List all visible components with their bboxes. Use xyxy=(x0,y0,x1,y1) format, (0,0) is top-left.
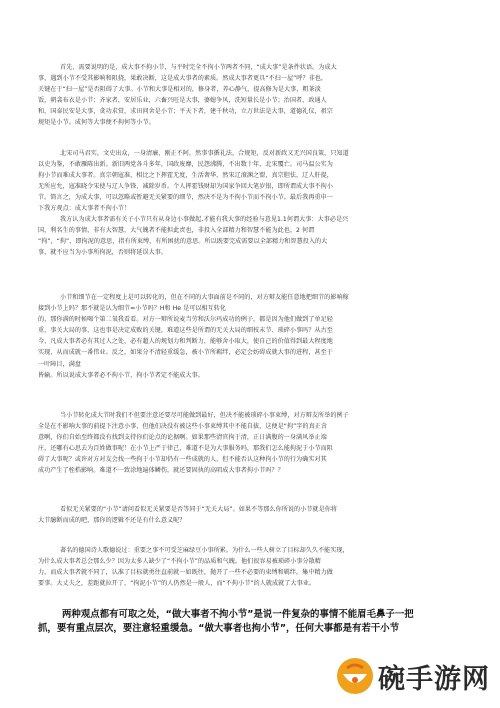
text-line: 下我方观点：成大事者不拘小节！ xyxy=(38,205,131,213)
text-line: 要事。大丈夫之，差距就拉开了，“拘泥小节”的人仍然是一般人，而“不拘小节”的人就成就了大事业。 xyxy=(38,580,316,588)
paragraph-3 xyxy=(38,214,456,258)
text-line: 一叶障目，满盘 xyxy=(38,360,82,368)
text-line: 小节和细节在一定程度上是可以转化的，但在不同的大事面前是不同的，对方辩友能任意地把细节的影响稼 xyxy=(60,294,349,301)
watermark-text: 碗手游网 xyxy=(378,663,490,695)
text-line: 皆输。所以说成大事者必不拘小节，拘小节者定不能成大事。 xyxy=(38,371,204,379)
paragraph-7 xyxy=(38,545,456,589)
summary-paragraph xyxy=(38,608,468,635)
text-line: 国，利名生的事情，非有大智慧，大气魄者不能担此责也，非投入全部精力和智慧不能为此也。2 何谓 xyxy=(38,227,315,235)
text-line: 著名的德国诗人歌德说过：重要之事不可受芝麻绿豆小事所累。为什么一些人树立了目标却久久不能实现， xyxy=(60,547,349,554)
text-line: 重，事关大局的事，这也事是决定成败的关键，难道这些是所谓的无关大局的细枝末节、琐碎小事吗？从古至 xyxy=(38,327,333,335)
paragraph-5 xyxy=(38,410,456,477)
text-line: 接到小节上吗？那不就是认为细节=小节吗？H和 He 是可以相互转化 xyxy=(38,305,227,313)
text-line: 拘小节而难成大事者。真宗朝寇准，相比之下挥霍无度，生活奢华，然宋辽澶渊之盟，真宗胆怯，辽人肝提， xyxy=(38,172,333,180)
text-line: 饭，朝衾布衣是小节；齐家者，安居乐业，六畜兴旺是大事，婆媳争风，洗短量长是小节；治国者，政通人 xyxy=(38,97,327,105)
text-line: 两种观点都有可取之处，“做大事者不拘小节”是说一件复杂的事情不能眉毛鼻子一把 xyxy=(62,609,414,620)
text-line: 首先，需要说明的是，成大事不拘小节，与平时完全不拘小节两者不同，“成大事”是条件状语。为成大 xyxy=(60,64,337,71)
text-line: 规矩是小节。成何等大事便不拘何等小节。 xyxy=(38,119,155,127)
text-line: 成功产生了桎梏影响。难道不一致涂地遍体鳞伤，就还要固执的高唱成大事者拘小节吗？？ xyxy=(38,467,284,475)
text-line: 无所应允，寇准晓令宋使与辽人争锋，减除岁币。个人挥霍钱财却为国家争回大笔岁银，即所谓成大事不拘小 xyxy=(38,183,333,191)
text-line: 实现，从而成就一番伟业。反之，如果分不清轻重缓急，被小节所羁绊，必定会妨碍成就大事的进程，甚至于 xyxy=(38,349,333,357)
text-line: 关键在于“扫一屋”是否阻碍了大事。小节和大事是相对的，修身者，养心静气，提高修为是大事，粗茶淡 xyxy=(38,86,321,94)
text-line: 北宋司马君实，文史出众，一身清廉，刚正不阿，然事事循礼法，合规矩，反对新政又无兴国良策，只知道 xyxy=(60,150,349,157)
text-line: 事，遇到小节不受其影响和阻挠，果敢决断，这是成大事者的素质。然成大事者更具“不扫一屋”呼？非也， xyxy=(38,75,328,83)
text-line: 和，国泰民安是大事，贪功求赏，求田问舍是小节；平天下者，建千秋功，立万世法是大事，道德礼仪，祖宗 xyxy=(38,108,333,116)
bowl-logo-icon xyxy=(335,656,375,696)
paragraph-6 xyxy=(38,504,456,526)
text-line: 抓，要有重点层次，要注意轻重缓急。“做大事者也拘小节”，任何大事都是有若干小节 xyxy=(38,622,400,634)
text-line: 节。简言之，为成大事，可以忽略或暂避无关紧要的细节，然决不是为不拘小节而不拘小节。最后我再重申一 xyxy=(38,194,333,202)
text-line: 力，而成大事者就不同了，认准了目标就勇往直前就一如既往，抛开了一些不必要的束缚和羁绊，集中精力做 xyxy=(38,569,333,577)
paragraph-1 xyxy=(38,62,456,129)
paragraph-4 xyxy=(38,292,456,381)
text-line: 的，那你满的时候喝个第二氧我看看。对方一辩所说麦当劳和沃尔玛成功的例子，都是因为他们做到了单足轻 xyxy=(38,316,333,324)
text-line: 今，凡成大事者必有其过人之处，必有超人的规划力和判断力，能够舍小取大，使自己的价值得到最大程度地 xyxy=(38,338,333,346)
text-line: 全是在不影响大事的前提下注意小事，但他们决没有被这些小事束缚其中不能自拔，这便是“拘”字的真正含 xyxy=(38,423,328,431)
watermark xyxy=(335,656,490,696)
paragraph-2 xyxy=(38,148,456,215)
text-line: 以史为鉴，不敢雁陈出新。新旧两党各斗多年，国政废靡，民怨沸腾，不出数十年，北宋覆亡。司马温公实为 xyxy=(38,161,333,169)
text-line: 大节臆断而成的吧，那你的逻辑不还是有什么意义呢？ xyxy=(38,517,186,525)
text-line: “拘”，“拘”，即拘泥的意思，指有所束缚，有所困扰的意思。所以既要完成需要以全部精力和智慧投入的大 xyxy=(38,238,328,246)
text-line: 碍了大事呢？或许对方对友会找一些拘于小节却仍有一些成就的人，但不能否认这种拘小节的行为确实对其 xyxy=(38,456,327,464)
text-line: 看似无关紧要的“小节”请问看似无关紧要是否等同于“无关大局”。如果不等那么你所说的小节就是你将 xyxy=(60,506,338,513)
text-line: 意啊，你们自始至终都没有找到支持你们论点的论据啊。如果那些清官拘于清，正日满腹的一身满风举止端 xyxy=(38,434,327,442)
text-line: 庄，还哪有心思去为百姓做事呢！在小节上严于律己，难道不是为大事服务吗，那我们怎么能拘泥于小节而阻 xyxy=(38,445,333,453)
text-line: 事，就不应当为小事所拘泥，否则将延误大事。 xyxy=(38,249,168,257)
text-line: 我方认为成大事者需有关子小节只有从身边小事做起,才能有我大事的经验与意见1.1何谓大事：大事必是兴 xyxy=(60,216,349,223)
text-line: 为什么成大事者总会那么少？因为太多人缺少了“不拘小节”的品质和气魄。他们很容易被琐碎小事分散精 xyxy=(38,558,321,566)
text-line: 当小节转化成大节时我们不但要注意还要尽可能做到最好，但决不能被琐碎小事束缚，对方辩友所举的例子 xyxy=(60,412,349,419)
